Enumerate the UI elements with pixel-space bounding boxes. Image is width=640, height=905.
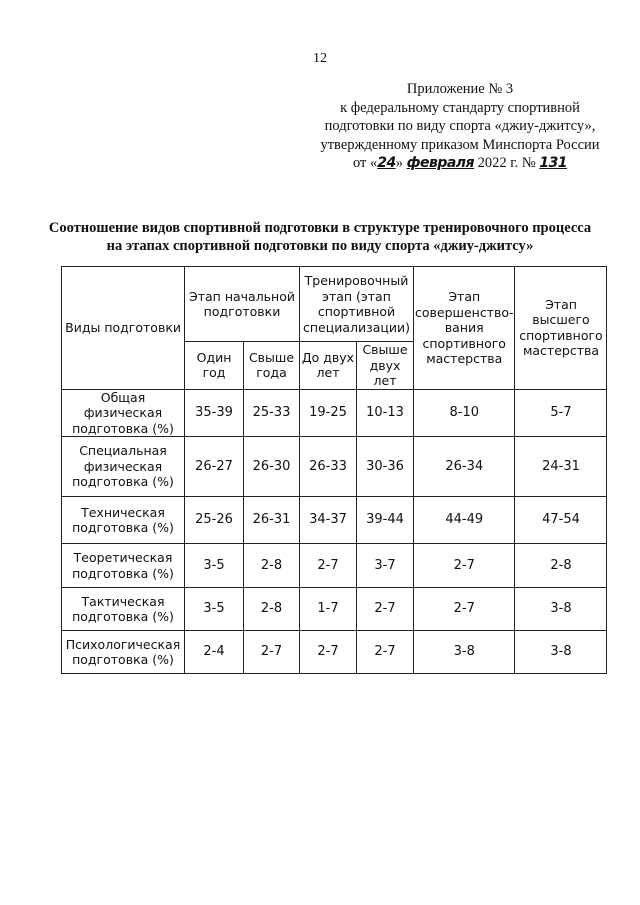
table-cell: 35-39: [185, 389, 244, 437]
header-stage-improvement: Этап совершенство-вания спортивного мастерства: [414, 267, 515, 390]
table-cell: 2-8: [244, 544, 300, 588]
appendix-line-sport: подготовки по виду спорта «джиу-джитсу»,: [324, 118, 596, 134]
training-ratio-table: [61, 266, 607, 674]
order-number-handwritten: 131: [539, 155, 568, 171]
table-cell: 3-5: [185, 544, 244, 588]
table-cell: 2-7: [357, 588, 414, 631]
table-cell: 3-7: [357, 544, 414, 588]
table-cell: 3-8: [515, 631, 607, 674]
page-number: 12: [313, 51, 327, 66]
table-cell: 5-7: [515, 389, 607, 437]
table-cell: 1-7: [300, 588, 357, 631]
header-stage-highest: Этап высшего спортивного мастерства: [515, 267, 607, 390]
table-cell: 39-44: [357, 497, 414, 544]
table-row: [62, 631, 607, 674]
table-cell: 24-31: [515, 437, 607, 497]
table-cell: 2-7: [300, 631, 357, 674]
table-cell: 26-34: [414, 437, 515, 497]
table-row: [62, 544, 607, 588]
table-row: [62, 588, 607, 631]
table-row: [62, 389, 607, 437]
table-row: [62, 497, 607, 544]
table-cell: 47-54: [515, 497, 607, 544]
date-month-handwritten: февраля: [406, 155, 475, 171]
row-label: Теоретическая подготовка (%): [62, 544, 185, 588]
table-cell: 26-33: [300, 437, 357, 497]
appendix-number: Приложение № 3: [406, 81, 514, 97]
table-cell: 26-30: [244, 437, 300, 497]
row-label: Техническая подготовка (%): [62, 497, 185, 544]
table-cell: 19-25: [300, 389, 357, 437]
header-training-types: Виды подготовки: [62, 267, 185, 390]
appendix-line-order: утвержденному приказом Минспорта России: [320, 136, 600, 153]
table-cell: 2-7: [244, 631, 300, 674]
date-suffix: 2022 г. №: [474, 155, 540, 171]
table-cell: 3-5: [185, 588, 244, 631]
row-label: Общая физическая подготовка (%): [62, 389, 185, 437]
table-cell: 30-36: [357, 437, 414, 497]
table-cell: 2-7: [414, 588, 515, 631]
table-cell: 3-8: [515, 588, 607, 631]
table-cell: 2-4: [185, 631, 244, 674]
table-cell: 2-8: [515, 544, 607, 588]
table-cell: 8-10: [414, 389, 515, 437]
table-cell: 2-8: [244, 588, 300, 631]
header-stage-training: Тренировочный этап (этап спортивной специализации): [300, 267, 414, 342]
header-stage-initial: Этап начальной подготовки: [185, 267, 300, 342]
table-cell: 2-7: [414, 544, 515, 588]
table-cell: 2-7: [300, 544, 357, 588]
table-cell: 34-37: [300, 497, 357, 544]
subheader-over-two-years: Свыше двух лет: [357, 342, 414, 390]
document-title: Соотношение видов спортивной подготовки в структуре тренировочного процесса на этапах спортивной подготовки по виду спорта «джиу-джитсу»: [48, 220, 592, 254]
subheader-one-year: Один год: [185, 342, 244, 390]
date-day-handwritten: 24: [377, 155, 396, 171]
subheader-over-year: Свыше года: [244, 342, 300, 390]
appendix-date-line: [300, 154, 620, 173]
table-cell: 25-26: [185, 497, 244, 544]
appendix-header: [300, 80, 620, 173]
table-cell: 25-33: [244, 389, 300, 437]
date-mid: »: [395, 155, 407, 171]
row-label: Тактическая подготовка (%): [62, 588, 185, 631]
row-label: Специальная физическая подготовка (%): [62, 437, 185, 497]
table-row: [62, 437, 607, 497]
table-cell: 2-7: [357, 631, 414, 674]
table-cell: 44-49: [414, 497, 515, 544]
table-cell: 26-27: [185, 437, 244, 497]
row-label: Психологическая подготовка (%): [62, 631, 185, 674]
table-cell: 10-13: [357, 389, 414, 437]
subheader-up-to-two-years: До двух лет: [300, 342, 357, 390]
table-cell: 26-31: [244, 497, 300, 544]
date-prefix: от «: [352, 155, 378, 171]
table-cell: 3-8: [414, 631, 515, 674]
appendix-line-standard: к федеральному стандарту спортивной: [340, 99, 580, 116]
